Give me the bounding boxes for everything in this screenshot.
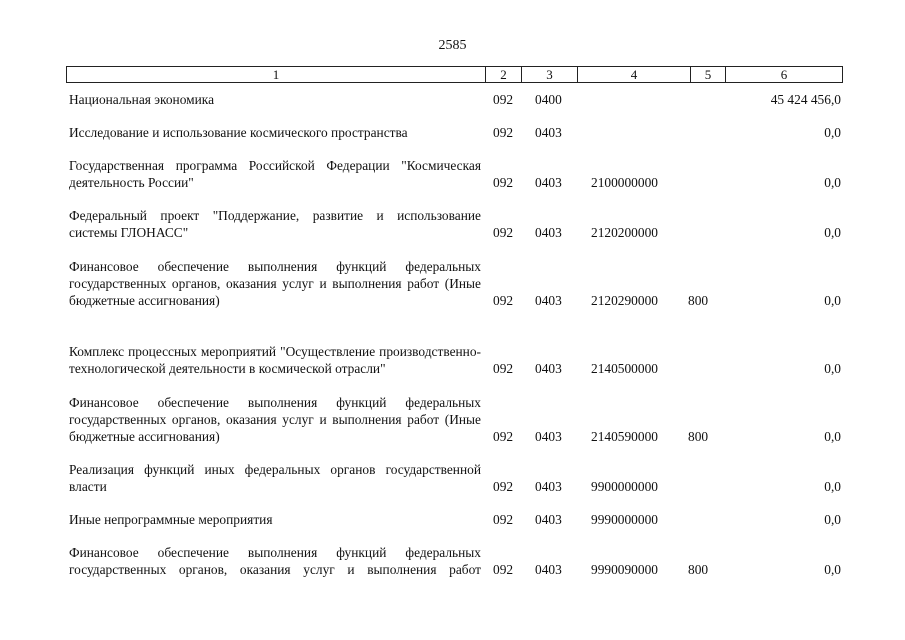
- row-col6: 0,0: [824, 562, 841, 577]
- row-col2: 092: [493, 562, 514, 577]
- row-col4: 9990000000: [591, 512, 658, 527]
- row-col2: 092: [493, 225, 514, 240]
- row-col4: 2140500000: [591, 361, 658, 376]
- column-header-3: 3: [522, 67, 578, 83]
- column-header-2: 2: [486, 67, 522, 83]
- row-name: Финансовое обеспечение выполнения функций федеральных государственных органов, оказания услуг и выполнения работ (Иные бюджетные ассигнования): [69, 395, 481, 444]
- row-col3: 0403: [535, 429, 562, 444]
- column-header-1: 1: [67, 67, 486, 83]
- row-name: Федеральный проект "Поддержание, развитие и использование системы ГЛОНАСС": [69, 208, 481, 240]
- row-col3: 0403: [535, 562, 562, 577]
- row-col6: 0,0: [824, 479, 841, 494]
- row-col5: 800: [688, 562, 709, 577]
- row-name: Комплекс процессных мероприятий "Осуществление производственно-технологической деятельности в космической отрасли": [69, 344, 481, 376]
- row-col6: 0,0: [824, 361, 841, 376]
- row-col4: 9900000000: [591, 479, 658, 494]
- row-col6: 0,0: [824, 225, 841, 240]
- row-col6: 0,0: [824, 175, 841, 190]
- row-col3: 0403: [535, 293, 562, 308]
- table-row: [0, 326, 905, 377]
- row-name: Финансовое обеспечение выполнения функций федеральных государственных органов, оказания услуг и выполнения работ (Иные бюджетные ассигнования): [69, 259, 481, 308]
- table-row: [0, 461, 905, 495]
- row-col2: 092: [493, 175, 514, 190]
- column-header-6: 6: [726, 67, 843, 83]
- row-col6: 0,0: [824, 293, 841, 308]
- row-col2: 092: [493, 361, 514, 376]
- row-col4: 2100000000: [591, 175, 658, 190]
- row-col2: 092: [493, 512, 514, 527]
- row-col4: 2120290000: [591, 293, 658, 308]
- row-col4: 9990090000: [591, 562, 658, 577]
- row-name: Финансовое обеспечение выполнения функций федеральных государственных органов, оказания услуг и выполнения работ: [69, 545, 481, 577]
- row-col6: 0,0: [824, 512, 841, 527]
- row-col5: 800: [688, 293, 709, 308]
- row-col4: 2120200000: [591, 225, 658, 240]
- column-header-4: 4: [578, 67, 691, 83]
- row-name: Национальная экономика: [69, 92, 215, 107]
- row-col4: 2140590000: [591, 429, 658, 444]
- row-col2: 092: [493, 293, 514, 308]
- row-name: Иные непрограммные мероприятия: [69, 512, 273, 527]
- page-number: 2585: [438, 38, 467, 53]
- row-col2: 092: [493, 479, 514, 494]
- table-row: [0, 124, 905, 141]
- row-col2: 092: [493, 125, 514, 140]
- row-name: Исследование и использование космического пространства: [69, 125, 408, 140]
- row-col3: 0403: [535, 361, 562, 376]
- row-name: Государственная программа Российской Федерации "Космическая деятельность России": [69, 158, 481, 190]
- row-col2: 092: [493, 92, 514, 107]
- row-col6: 45 424 456,0: [770, 92, 841, 107]
- row-col5: 800: [688, 429, 709, 444]
- table-row: [0, 157, 905, 191]
- row-col3: 0403: [535, 125, 562, 140]
- row-col3: 0403: [535, 512, 562, 527]
- row-col3: 0403: [535, 175, 562, 190]
- row-col6: 0,0: [824, 125, 841, 140]
- row-col6: 0,0: [824, 429, 841, 444]
- row-col3: 0403: [535, 479, 562, 494]
- table-row: [0, 258, 905, 309]
- table-row: [0, 394, 905, 445]
- table-row: [0, 207, 905, 241]
- table-row: [0, 544, 905, 578]
- row-col3: 0400: [535, 92, 562, 107]
- table-row: [0, 511, 905, 528]
- row-col2: 092: [493, 429, 514, 444]
- row-name: Реализация функций иных федеральных органов государственной власти: [69, 462, 481, 494]
- row-col3: 0403: [535, 225, 562, 240]
- column-header-5: 5: [691, 67, 726, 83]
- table-row: [0, 91, 905, 108]
